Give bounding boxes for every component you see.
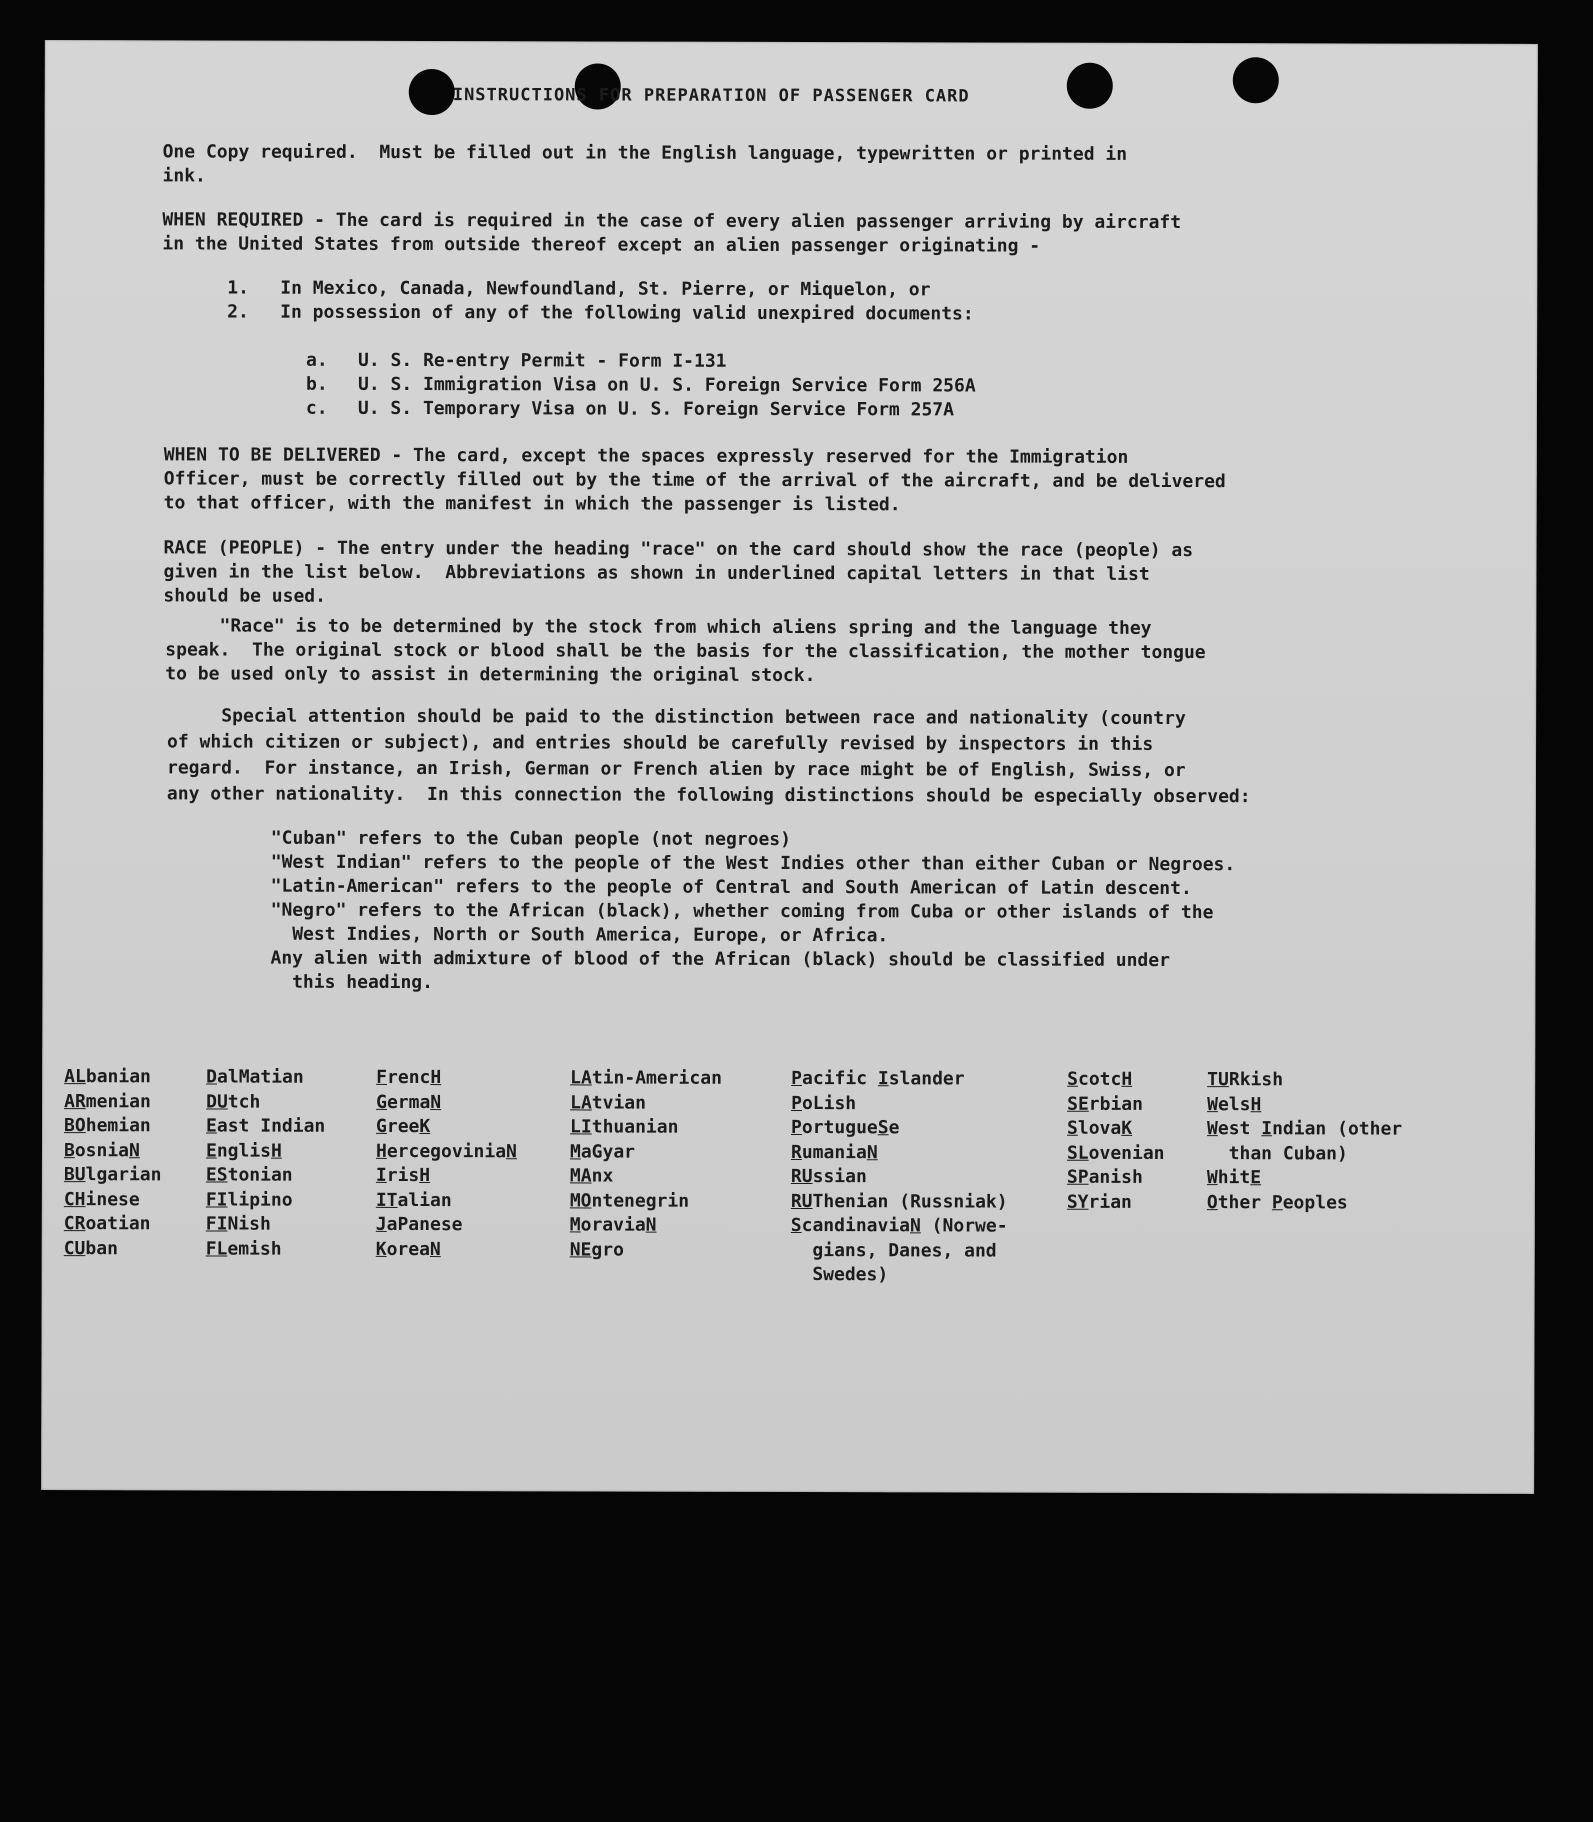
race-abbreviation: LA [570,1091,592,1113]
race-entry [64,1139,162,1164]
race-abbreviation: H [430,1067,442,1089]
race-entry [570,1238,722,1263]
race-list-column [206,1065,326,1261]
race-entry [376,1139,517,1164]
race-name-part: ree [386,1115,420,1138]
race-abbreviation: W [1206,1167,1218,1189]
race-line: given in the list below. Abbreviations as shown in underlined capital letters in that list [163,561,1150,585]
race-name-part: ortugue [801,1117,878,1139]
race-name-part: emish [227,1238,282,1260]
race-abbreviation: MO [569,1189,592,1211]
race-name-part: umania [801,1141,867,1163]
race-entry [791,1141,1008,1166]
special-attention-line: of which citizen or subject), and entries should be carefully revised by inspectors in this [167,731,1154,755]
race-name-part: Thenian (Russniak) [812,1190,1008,1213]
item-number: 1. [227,277,249,299]
race-abbreviation: DU [206,1090,228,1113]
race-abbreviation: H [419,1165,431,1187]
race-abbreviation: K [1121,1117,1133,1139]
race-entry [376,1237,517,1262]
race-entry [1207,1166,1402,1191]
race-name-part: oLish [801,1092,857,1114]
race-entry [791,1092,1008,1117]
race-name-part: thuanian [591,1116,679,1138]
race-abbreviation: H [375,1140,387,1162]
race-name-part: aPanese [386,1213,463,1236]
race-abbreviation: S [790,1215,802,1237]
race-name-part: gro [591,1238,624,1261]
race-name-part: ndian (other [1272,1118,1403,1140]
race-entry [206,1065,325,1090]
item-text: In possession of any of the following valid unexpired documents: [280,301,974,325]
race-abbreviation: H [1121,1068,1133,1090]
race-name-part: aGyar [580,1140,636,1163]
subitem-text: U. S. Temporary Visa on U. S. Foreign Service Form 257A [357,397,954,421]
instruction-sheet [41,40,1538,1494]
race-entry [64,1188,162,1213]
race-entry [570,1115,722,1140]
race-abbreviation: RU [790,1190,813,1212]
distinction-line: "Cuban" refers to the Cuban people (not negroes) [270,827,792,851]
distinction-line: West Indies, North or South America, Europe, or Africa. [270,923,889,947]
race-entry [791,1214,1008,1239]
when-delivered-line: to that officer, with the manifest in which the passenger is listed. [163,492,901,516]
race-entry [570,1066,722,1091]
race-abbreviation: N [909,1215,921,1237]
race-entry [64,1212,162,1237]
race-abbreviation: CH [63,1188,86,1210]
race-abbreviation: SE [1067,1093,1089,1115]
race-abbreviation: K [375,1238,387,1260]
race-name-part: lipino [227,1189,293,1211]
race-entry [791,1165,1008,1190]
race-abbreviation: FI [205,1213,228,1235]
race-entry [206,1237,325,1262]
race-name-part: eoples [1282,1191,1348,1213]
race-abbreviation: G [376,1115,387,1137]
race-entry [206,1212,325,1237]
race-entry [206,1188,325,1213]
race-entry [570,1164,722,1189]
race-entry [1067,1141,1165,1166]
race-line: should be used. [163,585,327,607]
race-name-part: ris [386,1164,420,1187]
race-entry [376,1213,517,1238]
race-name-part: menian [85,1090,151,1112]
race-name-part: (Norwe- [920,1215,1008,1237]
race-name-part: hit [1217,1167,1251,1189]
race-abbreviation: E [206,1115,217,1137]
race-list-column [1067,1068,1165,1215]
race-name-part: Nish [227,1213,271,1235]
race-entry [376,1066,517,1091]
race-abbreviation: TU [1207,1069,1229,1091]
race-abbreviation: G [376,1091,387,1113]
document-title: INSTRUCTIONS FOR PREPARATION OF PASSENGER CARD [452,85,970,107]
race-abbreviation: SP [1066,1166,1089,1188]
race-name-part: gians, Danes, and [790,1239,997,1262]
race-name-part: oravia [580,1214,646,1236]
race-entry [791,1263,1008,1288]
race-abbreviation: P [791,1068,803,1090]
race-name-part: tch [227,1091,261,1113]
race-abbreviation: AL [64,1066,86,1088]
race-abbreviation: FL [205,1237,228,1260]
race-abbreviation: P [791,1092,802,1114]
race-name-part: anish [1088,1166,1143,1188]
race-abbreviation: W [1207,1093,1218,1115]
race-abbreviation: N [430,1091,442,1113]
race-entry [570,1091,722,1116]
when-delivered-line: WHEN TO BE DELIVERED - The card, except the spaces expressly reserved for the Immigration [163,444,1129,468]
race-abbreviation: CU [63,1237,86,1259]
race-entry [791,1190,1008,1215]
race-determined-line: speak. The original stock or blood shall be the basis for the classification, the mother tongue [165,639,1206,664]
subitem-letter: b. [305,373,328,395]
race-name-part: hemian [85,1115,151,1137]
race-entry [376,1188,517,1213]
race-name-part: lgarian [85,1164,162,1186]
race-entry [206,1163,325,1188]
race-entry [1067,1068,1165,1093]
race-name-part: ssian [812,1166,867,1188]
special-attention-line: regard. For instance, an Irish, German or French alien by race might be of English, Swiss, or [166,757,1186,782]
intro-line: ink. [162,165,206,187]
race-abbreviation: S [1067,1068,1079,1090]
race-entry [64,1065,162,1090]
race-list-column [1207,1068,1402,1216]
race-name-part: slander [888,1068,965,1090]
when-delivered-line: Officer, must be correctly filled out by the time of the arrival of the aircraft, and be delivered [163,468,1226,493]
race-entry [376,1164,517,1189]
race-entry [206,1114,325,1139]
race-name-part: osnia [74,1139,130,1161]
race-entry [791,1239,1008,1264]
race-abbreviation: SL [1066,1142,1089,1164]
race-list-column [64,1065,162,1261]
race-entry [1067,1166,1165,1191]
race-name-part: lova [1077,1117,1122,1139]
race-abbreviation: LI [570,1116,592,1138]
subitem-letter: a. [306,349,328,371]
race-entry [1067,1092,1165,1117]
race-name-part: ban [85,1237,118,1259]
race-abbreviation: F [376,1066,388,1088]
race-list-column [570,1066,722,1262]
race-line: RACE (PEOPLE) - The entry under the heading "race" on the card should show the race (people) as [163,537,1194,562]
race-entry [570,1140,722,1165]
race-name-part: Swedes) [790,1264,889,1286]
race-entry [1207,1117,1402,1142]
race-entry [206,1090,325,1115]
race-name-part: Rkish [1228,1069,1284,1091]
race-abbreviation: NE [569,1238,592,1260]
race-name-part: ovenian [1088,1142,1165,1164]
race-abbreviation: AR [64,1090,86,1112]
race-name-part: nglis [216,1140,272,1162]
distinction-line: "Negro" refers to the African (black), whether coming from Cuba or other islands of the [270,899,1214,924]
distinction-line: "Latin-American" refers to the people of Central and South American of Latin descent. [270,875,1192,900]
race-abbreviation: BO [64,1115,86,1137]
race-name-part: rian [1088,1191,1132,1213]
race-name-part: banian [85,1066,151,1088]
race-list-column [791,1067,1008,1288]
race-determined-line: "Race" is to be determined by the stock from which aliens spring and the language they [165,615,1152,639]
subitem-text: U. S. Immigration Visa on U. S. Foreign Service Form 256A [357,373,976,397]
race-name-part: est [1217,1118,1262,1140]
race-entry [1207,1142,1402,1167]
race-abbreviation: M [569,1140,581,1162]
race-entry [376,1115,517,1140]
race-abbreviation: N [128,1139,140,1161]
race-name-part: ntenegrin [591,1189,690,1212]
race-abbreviation: O [1206,1191,1218,1213]
race-abbreviation: ES [205,1164,228,1186]
race-entry [1067,1117,1165,1142]
race-list-column [376,1066,517,1262]
race-name-part: orea [386,1238,430,1260]
race-abbreviation: E [1250,1167,1262,1189]
race-entry [1207,1093,1402,1118]
race-name-part: oatian [85,1213,151,1235]
race-name-part: ercegovinia [386,1140,507,1162]
distinction-line: "West Indian" refers to the people of the West Indies other than either Cuban or Negroes. [270,851,1236,876]
race-entry [570,1189,722,1214]
race-entry [376,1090,517,1115]
race-entry [64,1237,162,1262]
race-name-part: than Cuban) [1206,1142,1348,1164]
race-name-part: tin-American [591,1067,722,1089]
when-required-line: WHEN REQUIRED - The card is required in the case of every alien passenger arriving by aircraft [162,209,1182,234]
race-abbreviation: N [506,1140,517,1162]
race-abbreviation: W [1207,1118,1218,1140]
race-abbreviation: M [569,1214,581,1236]
race-abbreviation: J [375,1213,387,1235]
race-name-part: acific [802,1068,878,1090]
race-entry [64,1090,162,1115]
race-name-part: ast Indian [216,1115,326,1137]
subitem-letter: c. [305,397,328,419]
race-name-part: rbian [1088,1093,1144,1115]
race-entry [791,1116,1008,1141]
race-abbreviation: I [877,1068,889,1090]
race-entry [206,1139,325,1164]
race-abbreviation: P [791,1117,802,1139]
race-abbreviation: BU [63,1164,86,1186]
subitem-text: U. S. Re-entry Permit - Form I-131 [358,349,727,372]
race-abbreviation: E [205,1139,217,1162]
race-abbreviation: N [429,1238,441,1260]
race-name-part: e [888,1117,900,1139]
race-name-part: els [1217,1093,1251,1115]
race-abbreviation: B [63,1139,75,1161]
race-abbreviation: P [1271,1191,1283,1213]
race-name-part: cotc [1077,1068,1122,1090]
race-name-part: tonian [227,1164,293,1186]
race-entry [570,1213,722,1238]
race-abbreviation: N [645,1214,657,1236]
special-attention-line: any other nationality. In this connection the following distinctions should be especially observed: [166,783,1251,808]
race-abbreviation: LA [570,1067,592,1089]
race-determined-line: to be used only to assist in determining the original stock. [165,663,816,687]
race-abbreviation: SY [1066,1191,1089,1213]
race-abbreviation: I [375,1164,387,1186]
race-entry [791,1067,1008,1092]
race-abbreviation: H [270,1140,282,1162]
race-entry [1207,1191,1402,1216]
race-abbreviation: MA [569,1165,592,1187]
race-abbreviation: K [419,1116,431,1138]
race-entry [64,1163,162,1188]
race-name-part: ther [1217,1191,1272,1213]
when-required-line: in the United States from outside thereof except an alien passenger originating - [162,233,1041,257]
race-abbreviation: H [1250,1093,1262,1115]
item-text: In Mexico, Canada, Newfoundland, St. Pierre, or Miquelon, or [280,277,931,301]
race-abbreviation: CR [63,1213,86,1235]
special-attention-line: Special attention should be paid to the distinction between race and nationality (country [167,705,1186,730]
item-number: 2. [227,301,249,323]
race-name-part: candinavia [801,1215,911,1237]
race-name-part: alMatian [217,1066,304,1088]
race-name-part: erma [386,1091,431,1113]
race-entry [1067,1190,1165,1215]
race-name-part: nx [591,1165,614,1187]
race-abbreviation: I [1261,1118,1273,1140]
race-entry [64,1114,162,1139]
race-name-part: inese [85,1188,140,1210]
distinction-line: this heading. [270,971,434,994]
race-name-part: renc [387,1066,431,1089]
race-abbreviation: D [206,1066,218,1088]
race-abbreviation: FI [205,1188,228,1211]
race-name-part: alian [397,1189,452,1211]
race-name-part: tvian [591,1091,647,1114]
race-abbreviation: RU [790,1166,813,1188]
race-entry [1207,1068,1402,1093]
race-abbreviation: R [790,1141,802,1163]
race-abbreviation: S [877,1117,889,1139]
distinction-line: Any alien with admixture of blood of the African (black) should be classified under [270,947,1170,971]
intro-line: One Copy required. Must be filled out in the English language, typewritten or printed in [162,141,1128,165]
race-abbreviation: IT [375,1189,398,1211]
race-abbreviation: S [1067,1117,1078,1139]
race-abbreviation: N [866,1141,878,1163]
